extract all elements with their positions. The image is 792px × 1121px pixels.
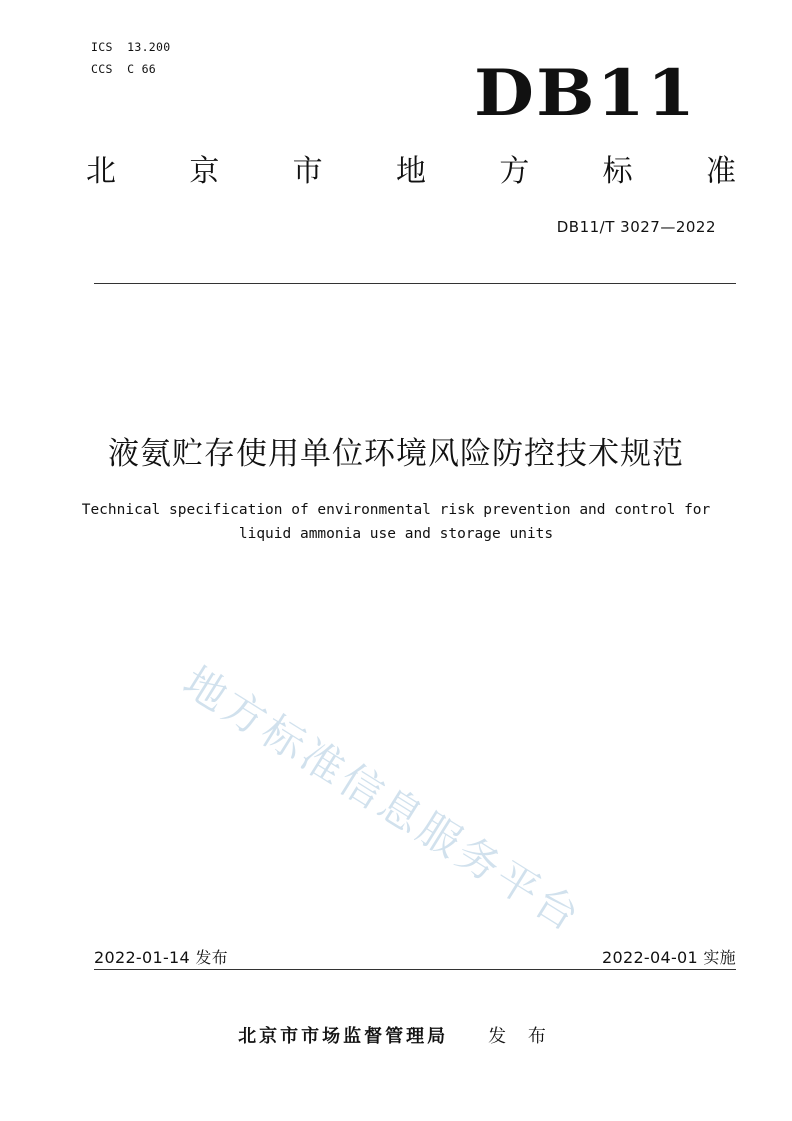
standard-number: DB11/T 3027—2022: [556, 218, 716, 236]
effective-date: 2022-04-01 实施: [602, 948, 736, 967]
issuer-action: 发 布: [488, 1026, 554, 1047]
issuer-name: 北京市市场监督管理局: [238, 1026, 449, 1047]
standard-type-char: 标: [602, 154, 633, 189]
header-divider: [94, 283, 736, 284]
issuer: [0, 1022, 792, 1048]
footer-divider: [94, 969, 736, 970]
standard-type-char: 京: [189, 154, 220, 189]
db-logo: DB11: [474, 56, 698, 131]
standard-type-char: 地: [395, 154, 426, 189]
standard-type-char: 市: [292, 154, 323, 189]
title-chinese: 液氨贮存使用单位环境风险防控技术规范: [108, 436, 684, 472]
ccs-code: CCS C 66: [91, 62, 157, 76]
standard-type: [86, 152, 736, 192]
title-english-line1: Technical specification of environmental risk prevention and control for: [81, 502, 711, 518]
standard-type-char: 北: [86, 154, 116, 189]
title-english-line2: liquid ammonia use and storage units: [238, 526, 554, 542]
standard-type-char: 准: [705, 154, 736, 189]
issue-date: 2022-01-14 发布: [94, 948, 228, 967]
standard-type-char: 方: [499, 154, 530, 189]
watermark: 地方标准信息服务平台: [174, 656, 591, 943]
ics-code: ICS 13.200: [91, 40, 171, 54]
